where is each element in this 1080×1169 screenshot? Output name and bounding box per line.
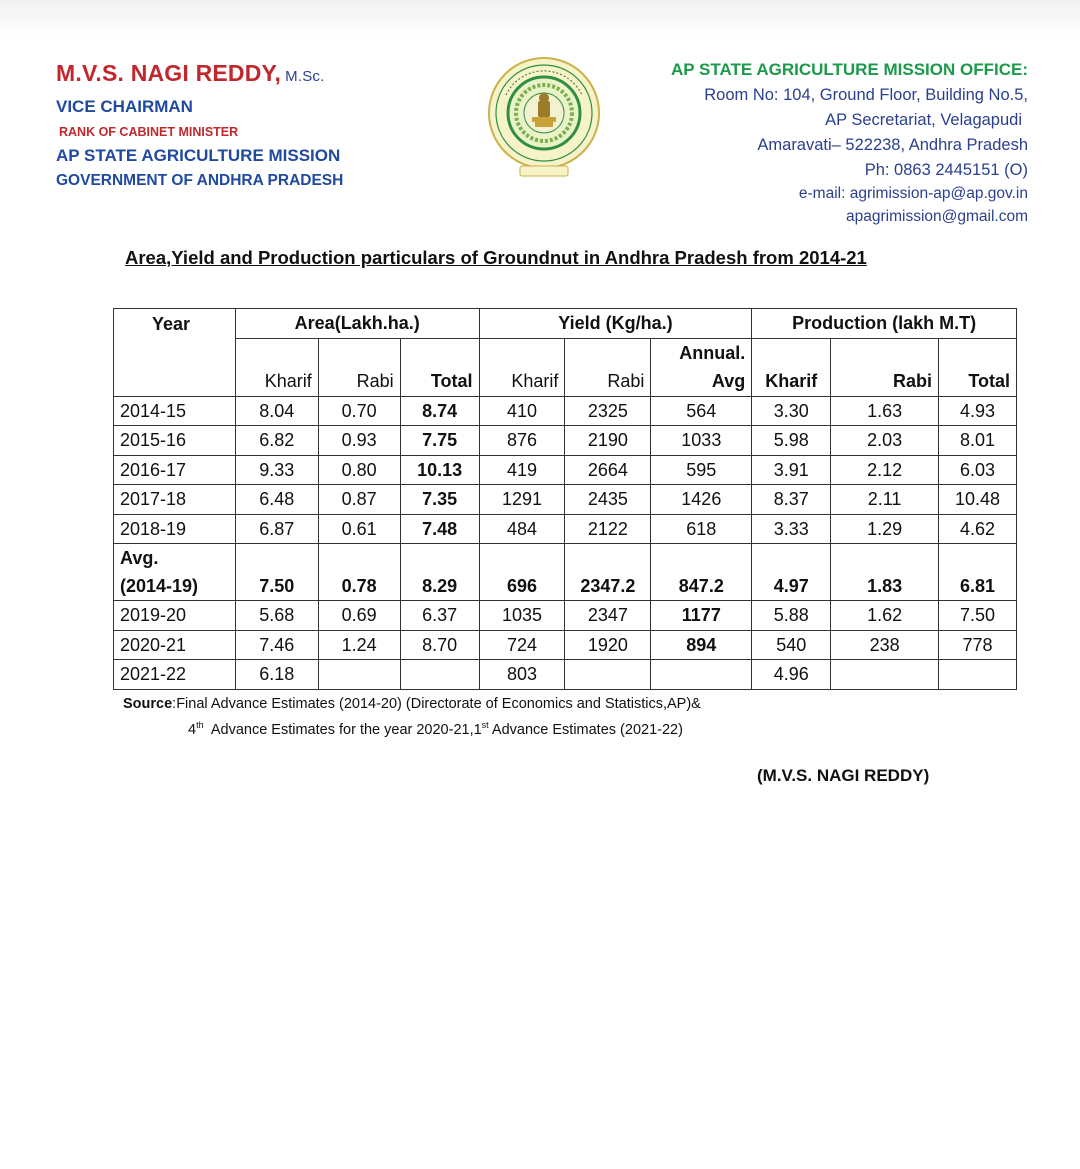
- area-total: 10.13: [400, 455, 479, 485]
- avg-label-cell: [114, 544, 236, 601]
- prod-kharif: 540: [752, 630, 831, 660]
- left-letterhead: [56, 60, 343, 190]
- yield-rabi: 2347: [565, 601, 651, 631]
- area-total: 7.35: [400, 485, 479, 515]
- source-sup-th: th: [196, 720, 204, 730]
- sub-header-area-total: Total: [400, 367, 479, 396]
- yield-avg: 1426: [651, 485, 752, 515]
- yield-avg: 618: [651, 514, 752, 544]
- yield-avg: 564: [651, 396, 752, 426]
- area-kharif: 6.18: [235, 660, 318, 690]
- table-row: [114, 455, 1017, 485]
- yield-kharif: 876: [479, 426, 565, 456]
- sub-header-prod-rabi: Rabi: [831, 367, 939, 396]
- table-row: [114, 660, 1017, 690]
- area-total: 7.48: [400, 514, 479, 544]
- table-row: [114, 485, 1017, 515]
- office-title: AP STATE AGRICULTURE MISSION OFFICE:: [671, 60, 1028, 79]
- year-cell: 2015-16: [114, 426, 236, 456]
- yield-avg: 894: [651, 630, 752, 660]
- table-row: [114, 601, 1017, 631]
- prod-kharif: 5.98: [752, 426, 831, 456]
- yield-rabi: 2664: [565, 455, 651, 485]
- yield-rabi: 2190: [565, 426, 651, 456]
- area-kharif: 6.48: [235, 485, 318, 515]
- officer-degree: M.Sc.: [285, 68, 325, 85]
- state-emblem-icon: [484, 55, 604, 180]
- header-row-2: [114, 338, 1017, 367]
- header-blank: [831, 338, 939, 367]
- mission-name: AP STATE AGRICULTURE MISSION: [56, 146, 341, 165]
- area-kharif: 5.68: [235, 601, 318, 631]
- year-cell: 2021-22: [114, 660, 236, 690]
- header-blank: [235, 338, 318, 367]
- sub-header-yield-kharif: Kharif: [479, 367, 565, 396]
- header-blank: [318, 338, 400, 367]
- year-cell: 2016-17: [114, 455, 236, 485]
- prod-rabi: 2.12: [831, 455, 939, 485]
- prod-kharif: 8.37: [752, 485, 831, 515]
- rank: RANK OF CABINET MINISTER: [59, 125, 239, 139]
- designation: VICE CHAIRMAN: [56, 97, 193, 116]
- avg-prod-kharif: 4.97: [752, 544, 831, 601]
- yield-avg: 595: [651, 455, 752, 485]
- header-blank: [938, 338, 1016, 367]
- area-total: [400, 660, 479, 690]
- prod-rabi: 1.63: [831, 396, 939, 426]
- year-cell: 2014-15: [114, 396, 236, 426]
- yield-avg: [651, 660, 752, 690]
- table-row: [114, 630, 1017, 660]
- area-rabi: 0.87: [318, 485, 400, 515]
- sub-header-area-rabi: Rabi: [318, 367, 400, 396]
- header-production: Production (lakh M.T): [752, 309, 1017, 339]
- area-total: 8.70: [400, 630, 479, 660]
- area-rabi: 0.69: [318, 601, 400, 631]
- signature: (M.V.S. NAGI REDDY): [757, 766, 930, 785]
- year-cell: 2018-19: [114, 514, 236, 544]
- email-line-2: apagrimission@gmail.com: [846, 208, 1028, 225]
- table-row: [114, 426, 1017, 456]
- prod-kharif: 4.96: [752, 660, 831, 690]
- area-rabi: 0.70: [318, 396, 400, 426]
- source-num: 4: [188, 721, 197, 738]
- area-rabi: 0.80: [318, 455, 400, 485]
- prod-kharif: 3.30: [752, 396, 831, 426]
- government-name: GOVERNMENT OF ANDHRA PRADESH: [56, 172, 344, 189]
- header-row-3: [114, 367, 1017, 396]
- header-blank: [565, 338, 651, 367]
- yield-kharif: 724: [479, 630, 565, 660]
- area-kharif: 7.46: [235, 630, 318, 660]
- area-total: 8.74: [400, 396, 479, 426]
- address-line-3: Amaravati– 522238, Andhra Pradesh: [757, 136, 1028, 154]
- groundnut-data-table: [113, 308, 1017, 690]
- avg-prod-total: 6.81: [938, 544, 1016, 601]
- prod-kharif: 5.88: [752, 601, 831, 631]
- right-letterhead: [671, 60, 1028, 226]
- officer-name: [56, 60, 343, 87]
- avg-yield-kharif: 696: [479, 544, 565, 601]
- yield-rabi: 2325: [565, 396, 651, 426]
- source-label: Source: [123, 696, 173, 712]
- prod-total: 8.01: [938, 426, 1016, 456]
- yield-kharif: 484: [479, 514, 565, 544]
- email-line-1: e-mail: agrimission-ap@ap.gov.in: [798, 185, 1028, 202]
- sub-header-yield-rabi: Rabi: [565, 367, 651, 396]
- yield-rabi: 1920: [565, 630, 651, 660]
- source-note-line-2: [188, 720, 683, 738]
- area-kharif: 8.04: [235, 396, 318, 426]
- header-blank: [114, 338, 236, 367]
- header-blank: [114, 367, 236, 396]
- sub-header-yield-avg: Avg: [651, 367, 752, 396]
- header-blank: [479, 338, 565, 367]
- yield-kharif: 803: [479, 660, 565, 690]
- yield-rabi: 2435: [565, 485, 651, 515]
- prod-total: [938, 660, 1016, 690]
- source-note: [123, 696, 701, 712]
- prod-rabi: 2.03: [831, 426, 939, 456]
- header-annual: Annual.: [651, 338, 752, 367]
- sub-header-prod-total: Total: [938, 367, 1016, 396]
- document-title: Area,Yield and Production particulars of Groundnut in Andhra Pradesh from 2014-21: [125, 247, 867, 268]
- address-line-2: AP Secretariat, Velagapudi: [825, 111, 1022, 129]
- table-row: [114, 514, 1017, 544]
- area-total: 6.37: [400, 601, 479, 631]
- area-rabi: [318, 660, 400, 690]
- address-line-1: Room No: 104, Ground Floor, Building No.5,: [704, 86, 1028, 104]
- header-area: Area(Lakh.ha.): [235, 309, 479, 339]
- table-row: [114, 396, 1017, 426]
- yield-kharif: 410: [479, 396, 565, 426]
- yield-avg: 1033: [651, 426, 752, 456]
- prod-total: 7.50: [938, 601, 1016, 631]
- area-rabi: 0.61: [318, 514, 400, 544]
- header-year: Year: [114, 309, 236, 339]
- avg-prod-rabi: 1.83: [831, 544, 939, 601]
- avg-period: (2014-19): [120, 576, 199, 596]
- top-bar: [0, 0, 1080, 40]
- prod-rabi: 2.11: [831, 485, 939, 515]
- prod-rabi: [831, 660, 939, 690]
- source-text-a: Advance Estimates for the year 2020-21,1: [203, 721, 482, 738]
- header-yield: Yield (Kg/ha.): [479, 309, 752, 339]
- yield-rabi: 2122: [565, 514, 651, 544]
- area-kharif: 9.33: [235, 455, 318, 485]
- prod-total: 6.03: [938, 455, 1016, 485]
- header-blank: [752, 338, 831, 367]
- header-blank: [400, 338, 479, 367]
- header-row-1: [114, 309, 1017, 339]
- prod-rabi: 1.29: [831, 514, 939, 544]
- avg-label: Avg.: [120, 548, 159, 568]
- yield-kharif: 1291: [479, 485, 565, 515]
- area-kharif: 6.82: [235, 426, 318, 456]
- source-text-b: Advance Estimates (2021-22): [488, 721, 683, 738]
- area-rabi: 1.24: [318, 630, 400, 660]
- source-line-1: :Final Advance Estimates (2014-20) (Directorate of Economics and Statistics,AP)&: [172, 696, 701, 712]
- avg-yield-rabi: 2347.2: [565, 544, 651, 601]
- avg-yield-avg: 847.2: [651, 544, 752, 601]
- prod-total: 778: [938, 630, 1016, 660]
- prod-rabi: 238: [831, 630, 939, 660]
- yield-kharif: 1035: [479, 601, 565, 631]
- sub-header-prod-kharif: Kharif: [752, 367, 831, 396]
- avg-area-rabi: 0.78: [318, 544, 400, 601]
- prod-total: 4.93: [938, 396, 1016, 426]
- yield-avg: 1177: [651, 601, 752, 631]
- area-rabi: 0.93: [318, 426, 400, 456]
- officer-name-text: M.V.S. NAGI REDDY,: [56, 60, 282, 86]
- prod-total: 10.48: [938, 485, 1016, 515]
- sub-header-area-kharif: Kharif: [235, 367, 318, 396]
- yield-rabi: [565, 660, 651, 690]
- phone-line: Ph: 0863 2445151 (O): [864, 161, 1028, 179]
- prod-kharif: 3.91: [752, 455, 831, 485]
- yield-kharif: 419: [479, 455, 565, 485]
- avg-area-kharif: 7.50: [235, 544, 318, 601]
- year-cell: 2020-21: [114, 630, 236, 660]
- year-cell: 2017-18: [114, 485, 236, 515]
- avg-area-total: 8.29: [400, 544, 479, 601]
- prod-kharif: 3.33: [752, 514, 831, 544]
- source-sup-st: st: [481, 720, 489, 730]
- average-row: [114, 544, 1017, 601]
- year-cell: 2019-20: [114, 601, 236, 631]
- area-total: 7.75: [400, 426, 479, 456]
- prod-rabi: 1.62: [831, 601, 939, 631]
- area-kharif: 6.87: [235, 514, 318, 544]
- prod-total: 4.62: [938, 514, 1016, 544]
